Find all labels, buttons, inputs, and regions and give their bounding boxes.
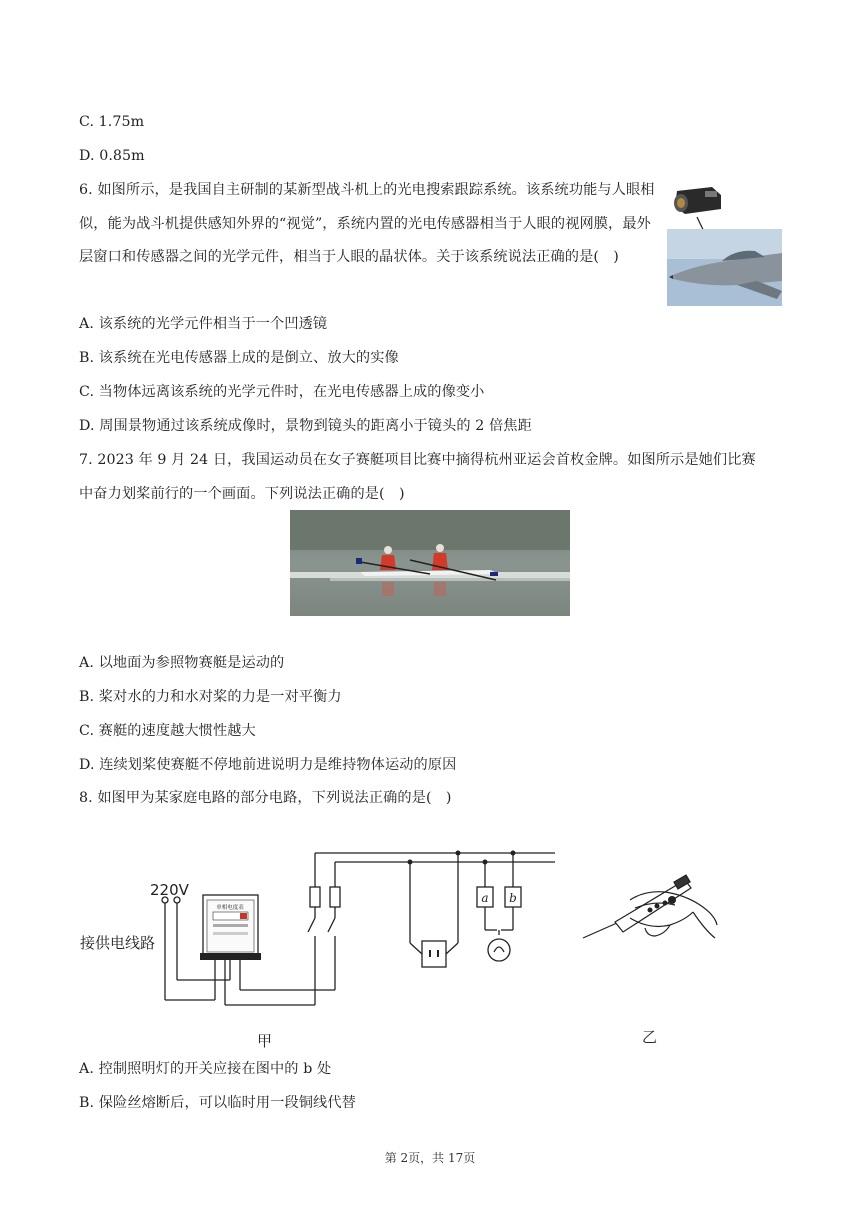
caption-yi: 乙 — [642, 1028, 658, 1046]
page-footer: 第 2页，共 17页 — [384, 1151, 476, 1165]
fighter-jet-figure — [667, 181, 782, 306]
household-circuit — [70, 840, 560, 1055]
voltage-label: 220V — [150, 881, 189, 899]
option-c-q6: C. 当物体远离该系统的光学元件时，在光电传感器上成的像变小 — [79, 384, 485, 400]
option-c-q7: C. 赛艇的速度越大惯性越大 — [79, 723, 256, 739]
question-7-stem-line1: 7. 2023 年 9 月 24 日，我国运动员在女子赛艇项目比赛中摘得杭州亚运会首枚金牌。如图所示是她们比赛 — [79, 452, 756, 468]
test-pen-image — [575, 870, 725, 1050]
option-d-q6: D. 周围景物通过该系统成像时，景物到镜头的距离小于镜头的 2 倍焦距 — [79, 418, 532, 434]
option-d-q7: D. 连续划桨使赛艇不停地前进说明力是维持物体运动的原因 — [79, 757, 457, 773]
caption-jia: 甲 — [257, 1032, 273, 1050]
question-8-stem: 8. 如图甲为某家庭电路的部分电路，下列说法正确的是( ) — [79, 790, 452, 806]
question-6-stem: 6. 如图所示，是我国自主研制的某新型战斗机上的光电搜索跟踪系统。该系统功能与人眼相似，能为战斗机提供感知外界的“视觉”，系统内置的光电传感器相当于人眼的视网膜，最外层窗口和传感器之间的光学元件，相当于人眼的晶状体。关于该系统说法正确的是( ) — [79, 182, 655, 265]
option-b-q7: B. 桨对水的力和水对桨的力是一对平衡力 — [79, 689, 342, 705]
option-a-q6: A. 该系统的光学元件相当于一个凹透镜 — [79, 316, 328, 332]
option-a-q8: A. 控制照明灯的开关应接在图中的 b 处 — [79, 1061, 332, 1077]
option-b-q6: B. 该系统在光电传感器上成的是倒立、放大的实像 — [79, 350, 399, 366]
supply-label: 接供电线路 — [80, 934, 156, 952]
option-d-q5: D. 0.85m — [79, 148, 145, 164]
meter-title: 单相电度表 — [216, 905, 244, 911]
option-c-q5: C. 1.75m — [79, 114, 145, 130]
rowing-photo — [290, 510, 570, 616]
circuit-diagram — [70, 840, 560, 1055]
rowing-image — [290, 510, 570, 616]
label-b: b — [509, 891, 517, 905]
fighter-jet-image — [667, 181, 782, 306]
test-pen-figure — [575, 870, 725, 1050]
question-7-stem-line2: 中奋力划桨前行的一个画面。下列说法正确的是( ) — [79, 486, 405, 502]
label-a: a — [481, 891, 489, 905]
option-b-q8: B. 保险丝熔断后，可以临时用一段铜线代替 — [79, 1095, 356, 1111]
option-a-q7: A. 以地面为参照物赛艇是运动的 — [79, 655, 285, 671]
